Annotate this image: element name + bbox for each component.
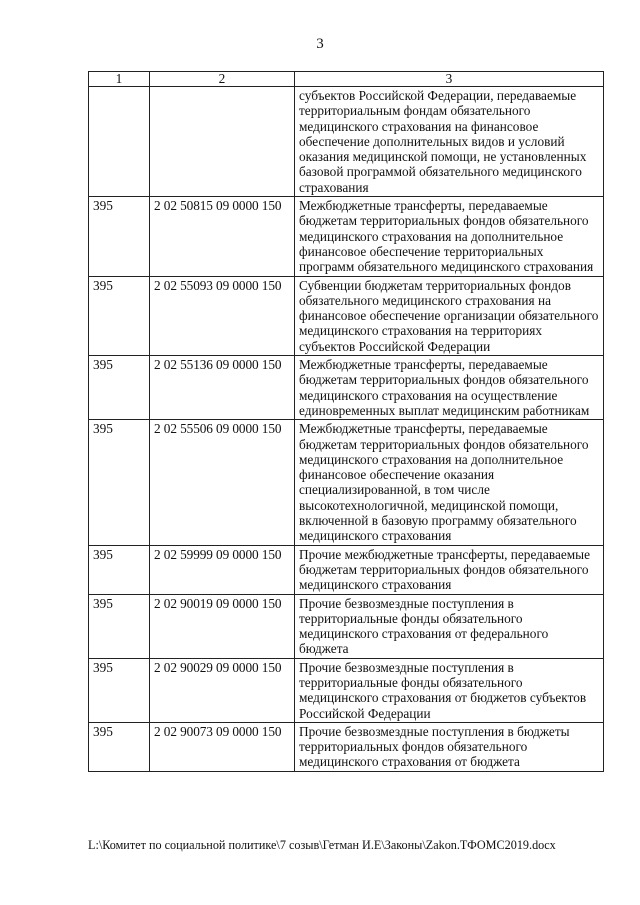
column-header-description: 3 (295, 72, 604, 87)
admin-code-cell: 395 (89, 420, 150, 545)
description-cell: Межбюджетные трансферты, передаваемые бюджетам территориальных фондов обязательного медицинского страхования на дополнительное финансовое обеспечение территориальных программ обязательного медицинского страхования (295, 197, 604, 276)
description-cell: Прочие межбюджетные трансферты, передаваемые бюджетам территориальных фондов обязательного медицинского страхования (295, 545, 604, 594)
admin-code-cell (89, 87, 150, 197)
table-row (89, 197, 604, 276)
page-number: 3 (316, 36, 324, 52)
budget-code-cell: 2 02 90073 09 0000 150 (150, 722, 295, 771)
table-header-row (89, 72, 604, 87)
admin-code-cell: 395 (89, 722, 150, 771)
admin-code-cell: 395 (89, 356, 150, 420)
admin-code-cell: 395 (89, 545, 150, 594)
table-row (89, 276, 604, 355)
table-row (89, 87, 604, 197)
description-cell: Субвенции бюджетам территориальных фондов обязательного медицинского страхования на финансовое обеспечение организации обязательного медицинского страхования на территориях субъектов Российской Федерации (295, 276, 604, 355)
admin-code-cell: 395 (89, 276, 150, 355)
budget-code-cell: 2 02 55093 09 0000 150 (150, 276, 295, 355)
document-file-path: L:\Комитет по социальной политике\7 созыв\Гетман И.Е\Законы\Zakon.ТФОМС2019.docx (88, 838, 556, 852)
table-row (89, 545, 604, 594)
description-cell: Межбюджетные трансферты, передаваемые бюджетам территориальных фондов обязательного медицинского страхования на осуществление единовременных выплат медицинским работникам (295, 356, 604, 420)
column-header-admin: 1 (89, 72, 150, 87)
budget-code-cell: 2 02 90019 09 0000 150 (150, 594, 295, 658)
budget-classification-table (88, 71, 604, 772)
admin-code-cell: 395 (89, 197, 150, 276)
budget-code-cell: 2 02 55136 09 0000 150 (150, 356, 295, 420)
admin-code-cell: 395 (89, 594, 150, 658)
column-header-code: 2 (150, 72, 295, 87)
description-cell: Прочие безвозмездные поступления в бюджеты территориальных фондов обязательного медицинского страхования от бюджета (295, 722, 604, 771)
description-cell: Межбюджетные трансферты, передаваемые бюджетам территориальных фондов обязательного медицинского страхования на дополнительное финансовое обеспечение оказания специализированной, в том числе высокотехнологичной, медицинской помощи, включенной в базовую программу обязательного медицинского страхования (295, 420, 604, 545)
table-row (89, 658, 604, 722)
table-row (89, 594, 604, 658)
budget-code-cell: 2 02 50815 09 0000 150 (150, 197, 295, 276)
description-cell: Прочие безвозмездные поступления в территориальные фонды обязательного медицинского страхования от бюджетов субъектов Российской Федерации (295, 658, 604, 722)
description-cell: Прочие безвозмездные поступления в территориальные фонды обязательного медицинского страхования от федерального бюджета (295, 594, 604, 658)
budget-code-cell: 2 02 90029 09 0000 150 (150, 658, 295, 722)
table-row (89, 356, 604, 420)
admin-code-cell: 395 (89, 658, 150, 722)
budget-code-cell: 2 02 59999 09 0000 150 (150, 545, 295, 594)
table-row (89, 722, 604, 771)
budget-code-cell: 2 02 55506 09 0000 150 (150, 420, 295, 545)
description-cell: субъектов Российской Федерации, передаваемые территориальным фондам обязательного медицинского страхования на финансовое обеспечение дополнительных видов и условий оказания медицинской помощи, не установленных базовой программой обязательного медицинского страхования (295, 87, 604, 197)
budget-code-cell (150, 87, 295, 197)
table-row (89, 420, 604, 545)
